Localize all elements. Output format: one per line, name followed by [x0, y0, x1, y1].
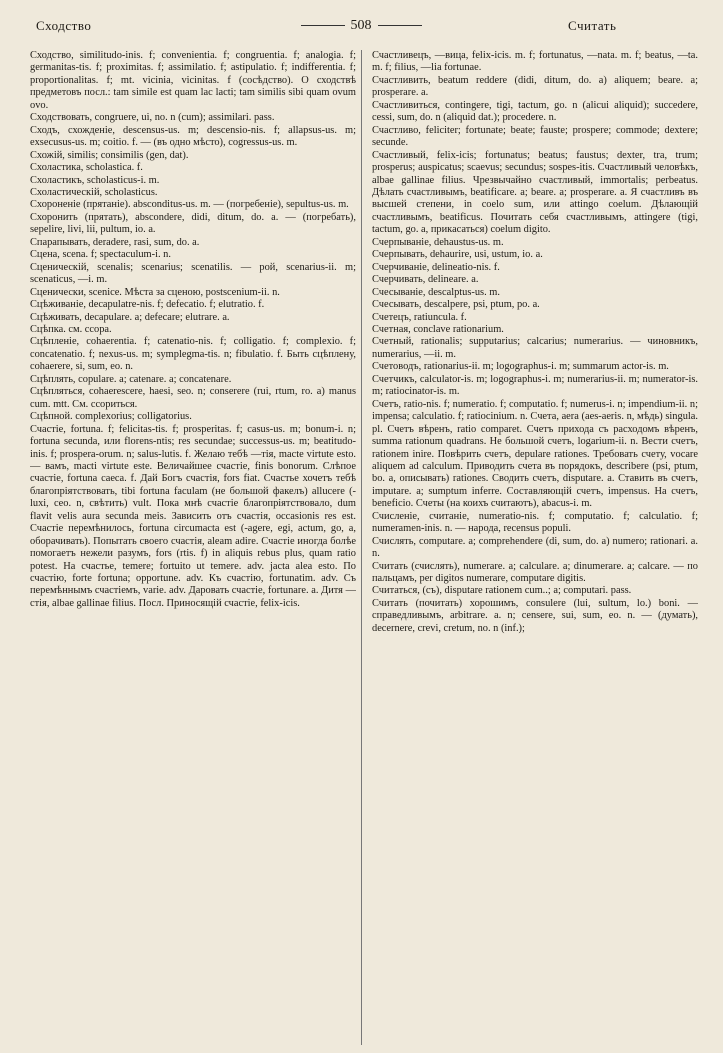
dictionary-entry: Схоронить (прятать), abscondere, didi, ditum, do. a. — (погребать), sepelire, livi, lii, pultum, io. a. [30, 211, 356, 236]
dictionary-entry: Счастіе, fortuna. f; felicitas-tis. f; prosperitas. f; casus-us. m; bonum-i. n; fortuna secunda, или florens-ntis; res secundae; successus-us. m; beatitudo-inis. f; prospera-orum. n; salus-lutis. f. Желаю тебѣ —тія, macte virtute esto. — вамъ, macti virtute este. Величайшее счастіе, finis bonorum. Слѣпое счастіе, fortuna caeca. f. Дай Богъ счастія, fors fiat. Счастье хочетъ тебѣ благопріятствовать, tibi fortuna faculam (не большой факелъ) allucere (-luxi, ceo. n, свѣтить) vult. Пока мнѣ счастіе благопріятствовало, dum flavit velis aura secunda meis. Зависить отъ счастія, occasionis res est. Счастіе перемѣнилось, fortuna circumacta est (-agere, egi, actum, go, a, оборачивать). Попытать своего счастія, aleam adire. Счастіе иногда болѣе помогаетъ нежели разумъ, fors (rtis. f) in aliquis rebus plus, quam ratio potest. На счастье, temere; fortuito ut temere. adv. jacta alea esto. По счастію, forte fortuna; opportune. adv. Къ счастію, fortunatim. adv. Съ перемѣннымъ счастіемъ, varie. adv. Даровать счастіе, fortunare. a. Дитя —стія, albae gallinae filius. Посл. Приносящій счастіе, felix-icis. [30, 423, 356, 609]
dictionary-entry: Счастливый, felix-icis; fortunatus; beatus; faustus; dexter, tra, trum; prosperus; auspicatus; scaevus; secundus; sospes-itis. Счастливый человѣкъ, albae gallinae filius. Чрезвычайно счастливый, immortalis; perbeatus. Дѣлать счастливымъ, beatificare. a; beare. a; prosperare. a. Я счастливъ въ высшей степени, in coelo sum, или attingo coelum. Дѣлающій счастливымъ, beatificus. Почитать себя счастливымъ, attingere (tigi, tactum, go. a, прикасаться) coelum digito. [372, 149, 698, 236]
dictionary-entry: Сцѣпленіе, cohaerentia. f; catenatio-nis. f; colligatio. f; complexio. f; concatenatio. f; nexus-us. m; symplegma-tis. n; fibulatio. f. Быть сцѣплену, cohaerere, si, sum, eo. n. [30, 336, 356, 373]
dictionary-entry: Счастливить, beatum reddere (didi, ditum, do. a) aliquem; beare. a; prosperare. a. [372, 74, 698, 99]
dictionary-entry: Сходство, similitudo-inis. f; convenientia. f; congruentia. f; analogia. f; germanitas-tis. f; proximitas. f; assimilatio. f; astipulatio. f; indifferentia. f; proportionalitas. f; mt. vicinia, vicinitas. f (сосѣдство). О сходствѣ предметовъ посл.: tam simile est quam lac lacti; tam similis sibi quam ovum ovo. [30, 50, 356, 111]
dictionary-entry: Сценически, scenice. Мѣста за сценою, postscenium-ii. n. [30, 286, 280, 298]
dictionary-entry: Счастливо, feliciter; fortunate; beate; fauste; prospere; commode; dextere; secunde. [372, 124, 698, 149]
dictionary-entry: Счетецъ, ratiuncula. f. [372, 311, 467, 323]
dictionary-entry: Сходствовать, congruere, ui, no. n (cum); assimilari. pass. [30, 112, 275, 124]
dictionary-entry: Счастливецъ, —вица, felix-icis. m. f; fortunatus, —nata. m. f; beatus, —ta. m. f; filius, —lia fortunae. [372, 50, 698, 74]
dictionary-entry: Счетный, rationalis; supputarius; calcarius; numerarius. — чиновникъ, numerarius, —ii. m. [372, 336, 698, 360]
right-column [372, 50, 698, 1045]
dictionary-entry: Счетоводъ, rationarius-ii. m; logographus-i. m; summarum actor-is. m. [372, 361, 669, 373]
dictionary-entry: Сходъ, схожденіе, descensus-us. m; descensio-nis. f; allapsus-us. m; exsecusus-us. m; coitio. f. — (въ одно мѣсто), cogressus-us. m. [30, 124, 356, 149]
dictionary-entry: Счерпывать, dehaurire, usi, ustum, io. a. [372, 249, 543, 261]
dictionary-entry: Схоластикъ, scholasticus-i. m. [30, 174, 160, 186]
dictionary-entry: Сцена, scena. f; spectaculum-i. n. [30, 249, 171, 261]
page-number: 508 [350, 18, 372, 33]
dictionary-entry: Спарапывать, deradere, rasi, sum, do. a. [30, 236, 200, 248]
dictionary-entry: Считать (почитать) хорошимъ, consulere (lui, sultum, lo.) boni. — справедливымъ, arbitrare. a. n; censere, sui, sum, eo. n. — (думать), decernere, crevi, cretum, no. n (inf.); [372, 597, 698, 634]
dictionary-entry: Сцѣживать, decapulare. a; defecare; elutrare. a. [30, 311, 230, 323]
dictionary-entry: Сцѣживаніе, decapulatre-nis. f; defecatio. f; elutratio. f. [30, 299, 265, 311]
column-divider [361, 50, 362, 1045]
dictionary-entry: Схоластическій, scholasticus. [30, 186, 158, 198]
dictionary-entry: Сцѣпка. см. ссора. [30, 323, 112, 335]
dictionary-entry: Сцѣпной. complexorius; colligatorius. [30, 411, 192, 423]
dictionary-entry: Сценическій, scenalis; scenarius; scenatilis. — рой, scenarius-ii. m; scenaticus, —i. m. [30, 261, 356, 286]
dictionary-entry: Счесывать, descalpere, psi, ptum, po. a. [372, 299, 540, 311]
page-number-block [286, 18, 436, 34]
header-rule-left [301, 25, 345, 26]
dictionary-entry: Счислять, computare. a; comprehendere (di, sum, do. a) numero; rationari. a. n. [372, 535, 698, 560]
dictionary-entry: Счерчивать, delineare. a. [372, 274, 479, 286]
dictionary-entry: Счастливиться, contingere, tigi, tactum, go. n (alicui aliquid); succedere, cessi, sum, do. n (aliquid dat.); procedere. n. [372, 99, 698, 124]
dictionary-entry: Схоластика, scholastica. f. [30, 162, 143, 174]
left-column [30, 50, 356, 1045]
page-header [0, 18, 723, 42]
dictionary-entry: Счисленіе, считаніе, numeratio-nis. f; computatio. f; calculatio. f; numeramen-inis. n. — народа, recensus populi. [372, 510, 698, 535]
dictionary-entry: Счерпываніе, dehaustus-us. m. [372, 236, 504, 248]
dictionary-entry: Считаться, (съ), disputare rationem cum..; a; computari. pass. [372, 585, 632, 597]
dictionary-entry: Счесываніе, descalptus-us. m. [372, 286, 500, 298]
running-head-right: Считать [568, 18, 617, 33]
dictionary-entry: Счетъ, ratio-nis. f; numeratio. f; computatio. f; numerus-i. n; impendium-ii. n; impensa; calculatio. f; ratiocinium. n. Счета, aera (aes-aeris. n, мѣдь) singula. pl. Счетъ вѣренъ, ratio comparet. Счетъ прихода съ расходомъ вѣренъ, summa rationum quadrans. Не большой счетъ, logarium-ii. n. Вести счетъ, rationem inire. Повѣрить счетъ, depulare rationes. Требовать счету, vocare aliquem ad calculum. Приводить счета въ порядокъ, describere (psi, ptum, bo. a, описывать) rationes. Сводить счетъ, disputare. a. Ставить въ счетъ, imputare. a; sumptum inferre. Составляющій счетъ, impensus. На счетъ, beneficio. Счеты (на коихъ считаютъ), abacus-i. m. [372, 398, 698, 510]
dictionary-entry: Сцѣпляться, cohaerescere, haesi, seo. n; conserere (rui, rtum, ro. a) manus cum. mtt. См. ссориться. [30, 386, 356, 410]
dictionary-entry: Счетная, conclave rationarium. [372, 323, 504, 335]
dictionary-entry: Схороненіе (прятаніе). absconditus-us. m. — (погребеніе), sepultus-us. m. [30, 199, 349, 211]
running-head-left: Сходство [36, 18, 92, 33]
header-rule-right [378, 25, 422, 26]
dictionary-entry: Считать (счислять), numerare. a; calculare. a; dinumerare. a; calcare. — по пальцамъ, per digitos numerare, computare digitis. [372, 560, 698, 585]
dictionary-entry: Счерчиваніе, delineatio-nis. f. [372, 261, 500, 273]
dictionary-entry: Счетчикъ, calculator-is. m; logographus-i. m; numerarius-ii. m; numerator-is. m; ratiocinator-is. m. [372, 373, 698, 398]
dictionary-entry: Сцѣплять, copulare. a; catenare. a; concatenare. [30, 373, 232, 385]
dictionary-entry: Схожій, similis; consimilis (gen, dat). [30, 149, 189, 161]
